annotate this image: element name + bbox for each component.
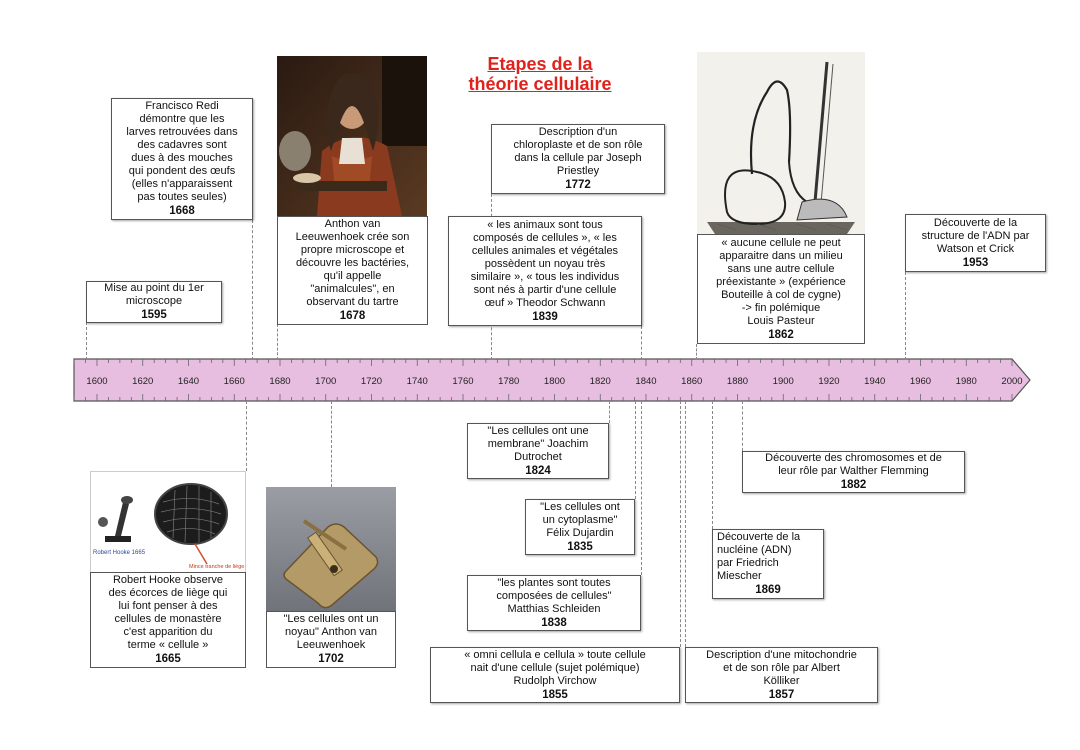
connector-1838: [641, 401, 642, 575]
event-1855: « omni cellula e cellula » toute cellule nait d'une cellule (sujet polémique) Rudolph Virchow 1855: [430, 647, 680, 703]
connector-1882: [742, 401, 743, 451]
timeline-tick-label: 1700: [315, 376, 337, 387]
connector-1665: [246, 401, 247, 471]
event-1857: Description d'une mitochondrie et de son rôle par Albert Kölliker 1857: [685, 647, 878, 703]
connector-1855: [680, 401, 681, 647]
timeline-tick-label: 1940: [864, 376, 886, 387]
event-1772: Description d'un chloroplaste et de son rôle dans la cellule par Joseph Priestley 1772: [491, 124, 665, 194]
event-1665: Robert Hooke observe des écorces de liège qui lui font penser à des cellules de monastère c'est apparition du terme « cellule » 1665: [90, 572, 246, 668]
event-1869: Découverte de la nucléine (ADN) par Friedrich Miescher 1869: [712, 529, 824, 599]
connector-1857: [685, 401, 686, 647]
page-title: Etapes de la théorie cellulaire: [468, 54, 612, 94]
connector-1824: [609, 401, 610, 423]
hooke-microscope-image: [90, 471, 246, 573]
event-1668: Francisco Redi démontre que les larves retrouvées dans des cadavres sont dues à des mouches qui pondent des œufs (elles n'apparaissent pas toutes seules) 1668: [111, 98, 253, 220]
timeline-tick-label: 1960: [909, 376, 932, 387]
timeline-tick-label: 1820: [589, 376, 611, 387]
timeline-tick-label: 1880: [726, 376, 749, 387]
timeline-tick-label: 1740: [406, 376, 428, 387]
connector-1595: [86, 322, 87, 360]
timeline-tick-label: 1640: [177, 376, 200, 387]
connector-1835: [635, 401, 636, 499]
hooke-image-left-caption: Robert Hooke 1665: [93, 550, 146, 556]
event-1839: « les animaux sont tous composés de cellules », « les cellules animales et végétales possèdent un noyau très similaire », « tous les individus sont nés à partir d'une cellule œuf » Theodor Schwann 1839: [448, 216, 642, 326]
event-1953: Découverte de la structure de l'ADN par Watson et Crick 1953: [905, 214, 1046, 272]
leeuwenhoek-portrait-image: [277, 56, 427, 216]
connector-1839: [641, 326, 642, 360]
event-1678: Anthon van Leeuwenhoek crée son propre microscope et découvre les bactéries, qu'il appelle "animalcules", en observant du tartre 1678: [277, 216, 428, 325]
event-1824: "Les cellules ont une membrane" Joachim Dutrochet 1824: [467, 423, 609, 479]
connector-1668: [252, 220, 253, 360]
timeline-tick-labels: [86, 376, 1022, 387]
timeline-tick-label: 1760: [452, 376, 474, 387]
event-1838: "les plantes sont toutes composées de cellules" Matthias Schleiden 1838: [467, 575, 641, 631]
timeline-tick-label: 1680: [269, 376, 291, 387]
timeline-tick-label: 1660: [223, 376, 245, 387]
timeline-tick-label: 1620: [132, 376, 154, 387]
event-1595: Mise au point du 1er microscope 1595: [86, 281, 222, 323]
timeline-tick-label: 1800: [543, 376, 566, 387]
timeline-tick-label: 2000: [1001, 376, 1023, 387]
timeline-tick-label: 1840: [635, 376, 657, 387]
microscope-drawing: [98, 496, 133, 542]
connector-1678: [277, 324, 278, 360]
hooke-image-right-caption: Mince tranche de liège: [189, 564, 245, 570]
event-1882: Découverte des chromosomes et de leur rôle par Walther Flemming 1882: [742, 451, 965, 493]
event-1835: "Les cellules ont un cytoplasme" Félix Dujardin 1835: [525, 499, 635, 555]
timeline-tick-label: 1600: [86, 376, 108, 387]
timeline-tick-label: 1920: [818, 376, 840, 387]
connector-1953: [905, 272, 906, 360]
leeuwenhoek-microscope-image: [266, 487, 396, 611]
connector-1862: [696, 344, 697, 360]
connector-1869: [712, 401, 713, 529]
timeline-tick-label: 1860: [681, 376, 703, 387]
timeline-tick-label: 1720: [360, 376, 383, 387]
event-1702: "Les cellules ont un noyau" Anthon van Leeuwenhoek 1702: [266, 611, 396, 668]
event-1862: « aucune cellule ne peut apparaitre dans un milieu sans une autre cellule préexistante » (expérience Bouteille à col de cygne) -> fin polémique Louis Pasteur 1862: [697, 234, 865, 344]
timeline-tick-label: 1980: [955, 376, 977, 387]
swan-neck-flask-image: [697, 52, 865, 234]
connector-1702: [331, 401, 332, 487]
timeline-tick-label: 1900: [772, 376, 794, 387]
timeline-tick-label: 1780: [498, 376, 520, 387]
